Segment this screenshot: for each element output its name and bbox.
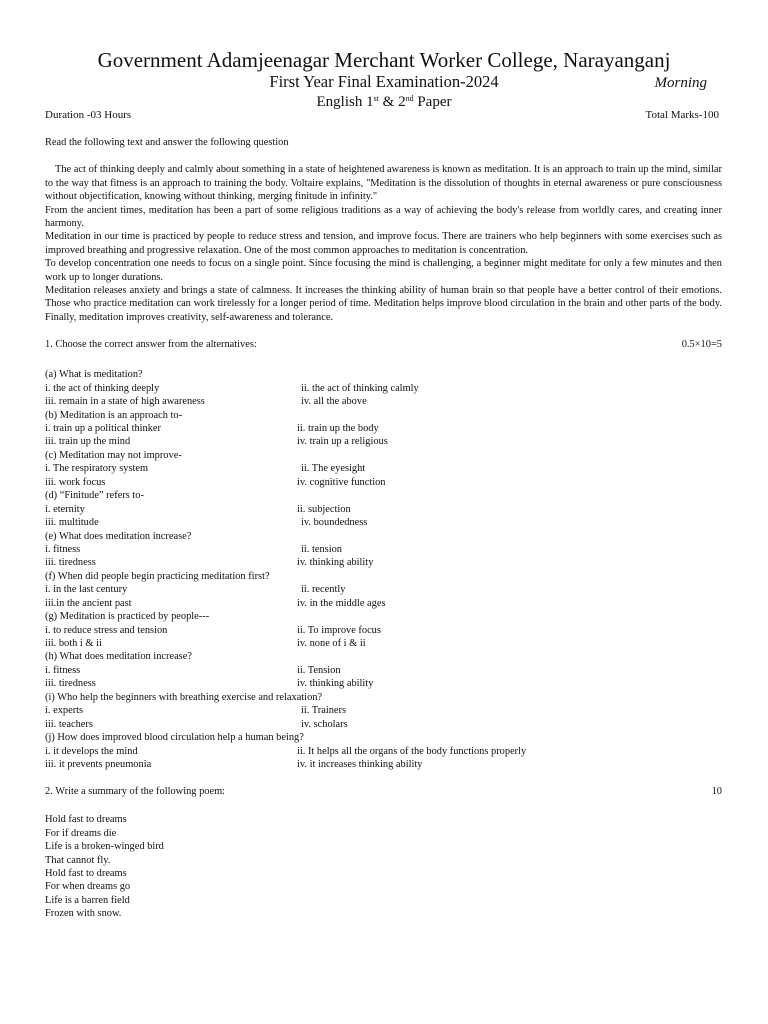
mcq-option-row: [45, 556, 722, 569]
exam-body: [45, 136, 722, 921]
poem-line: Hold fast to dreams: [45, 867, 127, 879]
passage-paragraph-3: Meditation in our time is practiced by people to reduce stress and tension, and improve focus. There are trainers who help beginners with some exercises such as improved breathing and progressive relaxation. One of the most common approaches to meditation is concentration.: [45, 231, 722, 256]
mcq-question: (i) Who help the beginners with breathing exercise and relaxation?: [45, 691, 323, 703]
mcq-question: (j) How does improved blood circulation help a human being?: [45, 732, 304, 744]
mcq-option: iv. none of i & ii: [297, 638, 366, 650]
paper-title-part1: English 1: [316, 94, 374, 110]
mcq-item-g: [45, 610, 722, 650]
mcq-option: iii. it prevents pneumonia: [45, 758, 152, 770]
paper-title-sup2: nd: [405, 94, 414, 103]
mcq-option-row: [45, 583, 722, 596]
poem: [45, 813, 722, 920]
mcq-item-i: [45, 691, 722, 731]
poem-line: Hold fast to dreams: [45, 814, 127, 826]
mcq-option: ii. the act of thinking calmly: [301, 382, 419, 394]
spacer: [45, 149, 722, 163]
paper-title-part3: Paper: [413, 94, 452, 110]
mcq-item-a: [45, 368, 722, 408]
mcq-option-row: [45, 664, 722, 677]
mcq-option-row: [45, 543, 722, 556]
question-1-marks: 0.5×10=5: [681, 339, 722, 351]
mcq-option: i. fitness: [45, 664, 81, 676]
mcq-option: ii. recently: [301, 584, 346, 596]
mcq-option: iii. tiredness: [45, 557, 96, 569]
mcq-option-row: [45, 395, 722, 408]
mcq-option: ii. The eyesight: [301, 463, 366, 475]
mcq-question: (b) Meditation is an approach to-: [45, 409, 183, 421]
mcq-option: iv. train up a religious: [297, 436, 388, 448]
mcq-option-row: [45, 503, 722, 516]
poem-line: Life is a broken-winged bird: [45, 841, 164, 853]
paper-title-sup1: st: [373, 94, 379, 103]
total-marks: Total Marks-100: [645, 109, 719, 121]
mcq-option: iii. train up the mind: [45, 436, 131, 448]
mcq-option: ii. train up the body: [297, 423, 379, 435]
mcq-option-row: [45, 624, 722, 637]
passage-paragraph-2: From the ancient times, meditation has been a part of some religious traditions as a way of achieving the body's release from worldly cares, and creating inner harmony.: [45, 204, 722, 230]
mcq-option: iv. thinking ability: [297, 678, 374, 690]
passage-paragraph-1: The act of thinking deeply and calmly about something in a state of heightened awareness is known as meditation. It is an approach to train up the mind, similar to the way that fitness is an approach to training the body. Voltaire explains, "Meditation is the dissolution of thoughts in eternal awareness or pure consciousness without objectification, knowing without thinking, merging finitude in infinity.": [45, 164, 722, 203]
duration: Duration -03 Hours: [45, 109, 132, 121]
mcq-question: (d) “Finitude” refers to-: [45, 490, 144, 502]
mcq-option: iv. thinking ability: [297, 557, 374, 569]
mcq-option: iii. work focus: [45, 476, 106, 488]
mcq-option: iii. remain in a state of high awareness: [45, 396, 205, 408]
mcq-option-row: [45, 758, 722, 771]
mcq-option: i. the act of thinking deeply: [45, 382, 160, 394]
mcq-option-row: [45, 745, 722, 758]
mcq-option: iv. it increases thinking ability: [297, 758, 423, 770]
mcq-question: (a) What is meditation?: [45, 369, 143, 381]
question-1-heading: [45, 338, 722, 352]
mcq-option: iv. cognitive function: [297, 476, 386, 488]
mcq-option-row: [45, 435, 722, 448]
mcq-option: iii.in the ancient past: [45, 597, 132, 609]
college-name: Government Adamjeenagar Merchant Worker College, Narayanganj: [97, 48, 671, 72]
mcq-item-e: [45, 530, 722, 570]
passage-paragraph-4: To develop concentration one needs to focus on a single point. Since focusing the mind is challenging, a beginner might meditate for only a few minutes and then work up to longer durations.: [45, 258, 722, 283]
mcq-option-row: [45, 637, 722, 650]
mcq-option-row: [45, 677, 722, 690]
mcq-option: i. in the last century: [45, 584, 128, 596]
mcq-option-row: [45, 516, 722, 529]
mcq-item-j: [45, 731, 722, 771]
mcq-question: (f) When did people begin practicing meditation first?: [45, 570, 270, 582]
mcq-option: iii. both i & ii: [45, 638, 102, 650]
mcq-option: ii. Tension: [297, 664, 341, 676]
mcq-question: (g) Meditation is practiced by people---: [45, 611, 210, 623]
mcq-option: i. to reduce stress and tension: [45, 624, 168, 636]
passage-paragraph-5: Meditation releases anxiety and brings a state of calmness. It increases the thinking ability of human brain so that people have a better control of their emotions. Those who practice meditation can work tirelessly for a longer period of time. Meditation helps improve blood circulation in the brain and other parts of the body. Finally, meditation improves creativity, self-awareness and tolerance.: [45, 285, 722, 323]
mcq-question: (c) Meditation may not improve-: [45, 449, 182, 461]
mcq-question: (e) What does meditation increase?: [45, 530, 192, 542]
mcq-option: i. experts: [45, 705, 84, 717]
mcq-option: ii. It helps all the organs of the body functions properly: [297, 745, 527, 757]
mcq-option-row: [45, 422, 722, 435]
mcq-option: iv. scholars: [301, 718, 348, 730]
spacer: [45, 771, 722, 785]
mcq-option: iv. in the middle ages: [297, 597, 386, 609]
mcq-option-row: [45, 718, 722, 731]
poem-line: Frozen with snow.: [45, 908, 122, 920]
mcq-option: ii. tension: [301, 543, 342, 555]
mcq-item-b: [45, 409, 722, 449]
mcq-option: i. The respiratory system: [45, 463, 149, 475]
question-2-marks: 10: [711, 786, 722, 798]
paper-title-part2: & 2: [378, 94, 406, 110]
mcq-option: i. it develops the mind: [45, 745, 138, 757]
mcq-item-c: [45, 449, 722, 489]
mcq-option: iv. all the above: [301, 396, 367, 408]
mcq-option: ii. subjection: [297, 503, 351, 515]
mcq-option: i. eternity: [45, 503, 85, 515]
exam-meta-row: [45, 108, 719, 122]
exam-title: First Year Final Examination-2024: [269, 72, 499, 91]
mcq-option: iii. tiredness: [45, 678, 96, 690]
poem-line: That cannot fly.: [45, 854, 111, 866]
mcq-option: i. fitness: [45, 543, 81, 555]
poem-line: For when dreams go: [45, 881, 131, 893]
mcq-item-f: [45, 570, 722, 610]
mcq-list: [45, 368, 722, 771]
spacer: [45, 352, 722, 360]
question-2-heading: [45, 785, 722, 799]
mcq-option: ii. To improve focus: [297, 624, 381, 636]
mcq-option: i. train up a political thinker: [45, 423, 161, 435]
mcq-question: (h) What does meditation increase?: [45, 651, 192, 663]
exam-shift: Morning: [654, 75, 707, 91]
mcq-option-row: [45, 597, 722, 610]
mcq-option-row: [45, 462, 722, 475]
mcq-option: iii. multitude: [45, 517, 99, 529]
mcq-item-h: [45, 650, 722, 690]
spacer: [45, 799, 722, 813]
mcq-option: ii. Trainers: [301, 705, 347, 717]
mcq-option-row: [45, 476, 722, 489]
spacer: [45, 360, 722, 368]
mcq-option-row: [45, 382, 722, 395]
instruction: Read the following text and answer the following question: [45, 137, 289, 148]
mcq-option: iii. teachers: [45, 718, 93, 730]
question-1-title: 1. Choose the correct answer from the alternatives:: [45, 339, 257, 351]
poem-line: For if dreams die: [45, 827, 117, 839]
mcq-option-row: [45, 704, 722, 717]
mcq-item-d: [45, 489, 722, 529]
spacer: [45, 324, 722, 338]
poem-line: Life is a barren field: [45, 894, 130, 906]
mcq-option: iv. boundedness: [301, 517, 368, 529]
reading-passage: [45, 163, 722, 324]
question-2-title: 2. Write a summary of the following poem:: [45, 786, 226, 798]
